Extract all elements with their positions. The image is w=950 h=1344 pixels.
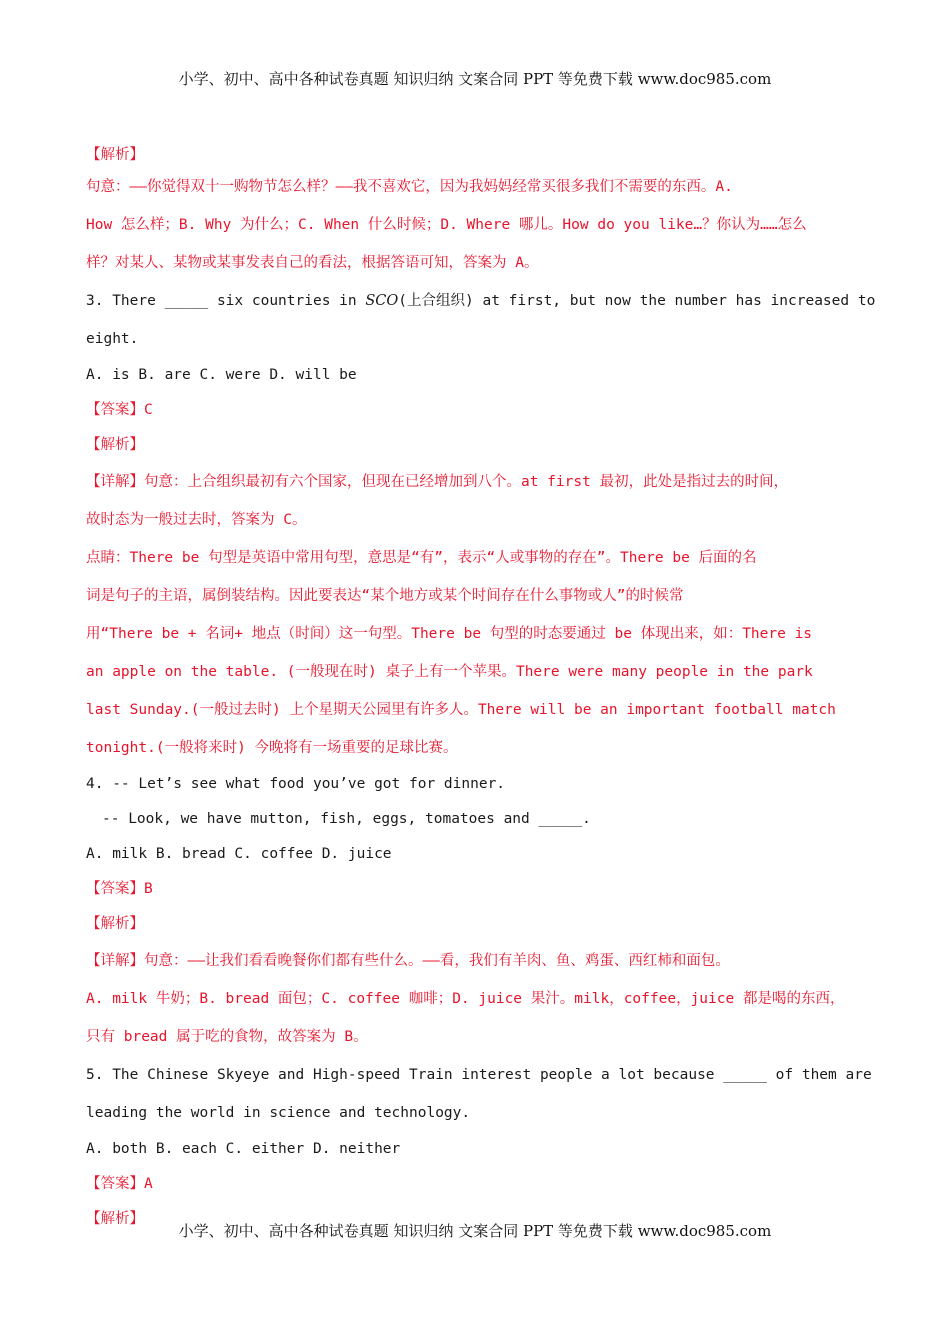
question-3-tip-2: 词是句子的主语，属倒装结构。因此要表达“某个地方或某个时间存在什么事物或人”的时候常	[86, 588, 684, 604]
question-4-detail-1: 【详解】句意：——让我们看看晚餐你们都有些什么。——看，我们有羊肉、鱼、鸡蛋、西红柿和面包。	[86, 953, 730, 969]
question-4-analysis-label: 【解析】	[86, 916, 144, 932]
analysis-label: 【解析】	[86, 147, 144, 163]
question-3-detail-2: 故时态为一般过去时，答案为 C。	[86, 512, 307, 528]
question-5-stem: 5. The Chinese Skyeye and High-speed Train interest people a lot because _____ of them are	[86, 1067, 872, 1083]
question-3-stem-cont: eight.	[86, 331, 139, 347]
question-4-stem-reply: -- Look, we have mutton, fish, eggs, tomatoes and _____.	[102, 811, 591, 827]
question-4-options: A. milk B. bread C. coffee D. juice	[86, 846, 392, 862]
document-body	[86, 142, 876, 1237]
question-4-answer: 【答案】B	[86, 881, 153, 897]
question-3-tip-4: an apple on the table. (一般现在时) 桌子上有一个苹果。There were many people in the park	[86, 664, 813, 680]
question-3-answer: 【答案】C	[86, 402, 153, 418]
question-3-tip-1: 点睛：There be 句型是英语中常用句型，意思是“有”，表示“人或事物的存在”。There be 后面的名	[86, 550, 757, 566]
question-5-options: A. both B. each C. either D. neither	[86, 1141, 401, 1157]
q2-explanation-line-3: 样？对某人、某物或某事发表自己的看法，根据答语可知，答案为 A。	[86, 255, 539, 271]
question-5-stem-cont: leading the world in science and technology.	[86, 1105, 471, 1121]
question-3-stem: 3. There _____ six countries in SCO(上合组织) at first, but now the number has increased to	[86, 293, 876, 309]
question-3-tip-3: 用“There be + 名词+ 地点（时间）这一句型。There be 句型的时态要通过 be 体现出来，如：There is	[86, 626, 813, 642]
question-5-analysis-label: 【解析】	[86, 1211, 144, 1227]
question-4-detail-2: A. milk 牛奶；B. bread 面包；C. coffee 咖啡；D. juice 果汁。milk，coffee，juice 都是喝的东西，	[86, 991, 845, 1007]
question-3-tip-6: tonight.(一般将来时) 今晚将有一场重要的足球比赛。	[86, 740, 458, 756]
question-3-detail-1: 【详解】句意：上合组织最初有六个国家，但现在已经增加到八个。at first 最初，此处是指过去的时间，	[86, 474, 789, 490]
question-4-detail-3: 只有 bread 属于吃的食物，故答案为 B。	[86, 1029, 368, 1045]
page-footer: 小学、初中、高中各种试卷真题 知识归纳 文案合同 PPT 等免费下载 www.doc985.com	[178, 1222, 772, 1240]
question-5-answer: 【答案】A	[86, 1176, 153, 1192]
question-3-options: A. is B. are C. were D. will be	[86, 367, 357, 383]
page-header: 小学、初中、高中各种试卷真题 知识归纳 文案合同 PPT 等免费下载 www.doc985.com	[178, 70, 772, 88]
question-4-stem: 4. -- Let’s see what food you’ve got for dinner.	[86, 776, 506, 792]
question-3-analysis-label: 【解析】	[86, 437, 144, 453]
q2-explanation-line-1: 句意：——你觉得双十一购物节怎么样？——我不喜欢它，因为我妈妈经常买很多我们不需要的东西。A.	[86, 179, 733, 195]
q2-explanation-line-2: How 怎么样；B. Why 为什么；C. When 什么时候；D. Where 哪儿。How do you like…？你认为……怎么	[86, 217, 807, 233]
question-3-tip-5: last Sunday.(一般过去时) 上个星期天公园里有许多人。There will be an important football match	[86, 702, 836, 718]
